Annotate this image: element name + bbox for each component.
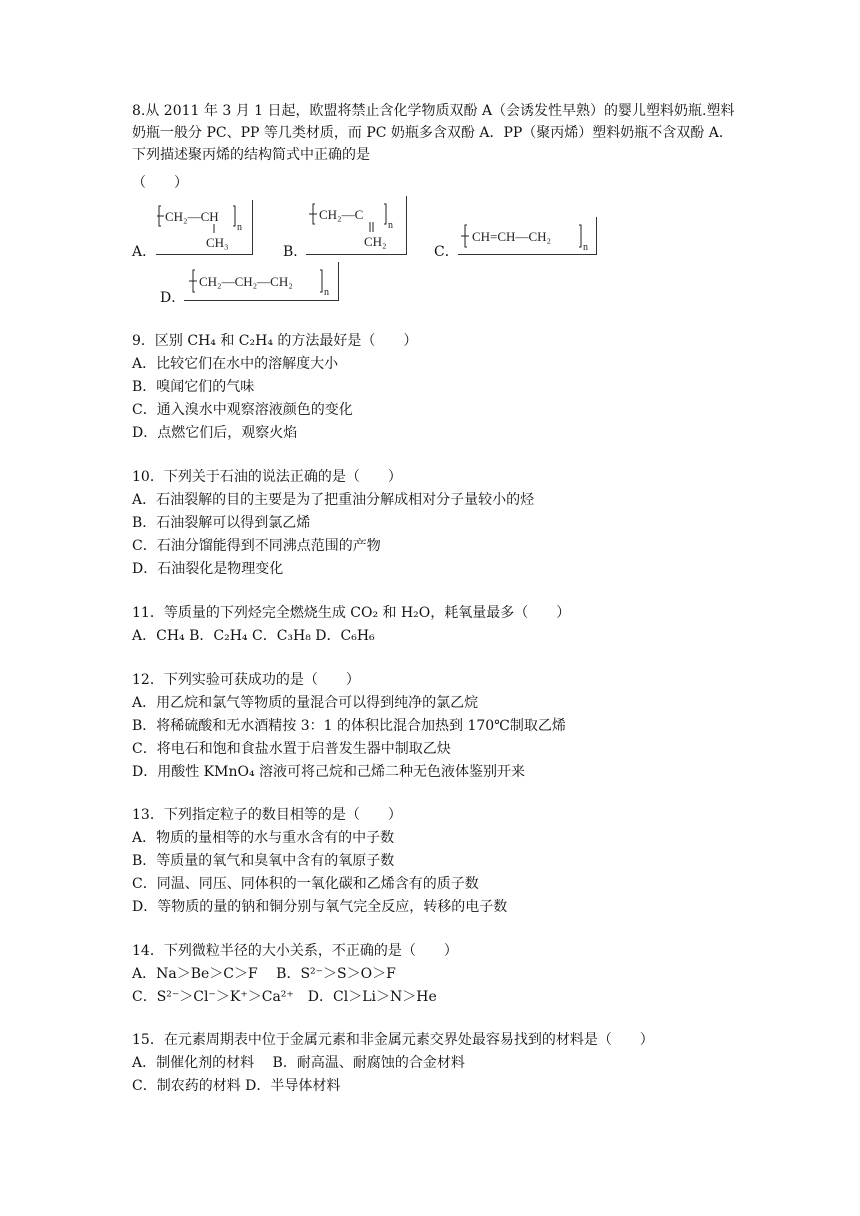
option-8b-label: B． xyxy=(283,244,308,260)
question-14-options-cd: C．S²⁻＞Cl⁻＞K⁺＞Ca²⁺ D．Cl＞Li＞N＞He xyxy=(132,989,437,1005)
question-13-option-c: C．同温、同压、同体积的一氧化碳和乙烯含有的质子数 xyxy=(132,876,479,892)
question-9-option-d: D．点燃它们后，观察火焰 xyxy=(132,425,298,441)
option-8a-label: A． xyxy=(132,244,157,260)
question-9-option-c: C．通入溴水中观察溶液颜色的变化 xyxy=(132,402,353,418)
question-9-option-a: A．比较它们在水中的溶解度大小 xyxy=(132,356,339,372)
question-9-stem: 9．区别 CH₄ 和 C₂H₄ 的方法最好是（ ） xyxy=(132,333,418,349)
question-10-option-a: A．石油裂解的目的主要是为了把重油分解成相对分子量较小的烃 xyxy=(132,492,535,508)
option-8d-formula xyxy=(184,262,339,301)
formula-b-sub: CH₂ xyxy=(364,234,387,249)
question-11-options: A．CH₄ B．C₂H₄ C．C₃H₈ D．C₆H₆ xyxy=(132,628,375,644)
question-15-options-cd: C．制农药的材料 D．半导体材料 xyxy=(132,1078,341,1094)
question-10-option-c: C．石油分馏能得到不同沸点范围的产物 xyxy=(132,538,381,554)
question-8-stem: 8.从 2011 年 3 月 1 日起，欧盟将禁止含化学物质双酚 A（会诱发性早熟）的婴儿塑料奶瓶.塑料奶瓶一般分 PC、PP 等几类材质，而 PC 奶瓶多含双酚 A．PP（聚丙烯）塑料奶瓶不含双酚 A．下列描述聚丙烯的结构简式中正确的是 xyxy=(132,103,735,163)
option-8d-label: D． xyxy=(160,290,186,306)
formula-b-n: n xyxy=(388,220,393,231)
question-12-option-b: B．将稀硫酸和无水酒精按 3：1 的体积比混合加热到 170℃制取乙烯 xyxy=(132,718,566,734)
formula-a-n: n xyxy=(237,222,242,233)
question-15-options-ab: A．制催化剂的材料 B．耐高温、耐腐蚀的合金材料 xyxy=(132,1055,465,1071)
formula-b-main: CH₂—C xyxy=(319,207,364,222)
option-8c-formula xyxy=(458,217,597,255)
question-13-stem: 13．下列指定粒子的数目相等的是（ ） xyxy=(132,807,402,823)
question-8-paren: （ ） xyxy=(132,175,188,191)
option-8b-formula xyxy=(306,196,407,255)
question-11-stem: 11．等质量的下列烃完全燃烧生成 CO₂ 和 H₂O，耗氧量最多（ ） xyxy=(132,605,571,621)
question-9-option-b: B．嗅闻它们的气味 xyxy=(132,379,255,395)
option-8c-label: C． xyxy=(434,244,459,260)
formula-c-n: n xyxy=(583,242,588,253)
question-10-option-b: B．石油裂解可以得到氯乙烯 xyxy=(132,515,311,531)
question-10-stem: 10．下列关于石油的说法正确的是（ ） xyxy=(132,469,402,485)
formula-c-main: CH=CH—CH₂ xyxy=(472,229,552,244)
question-12-option-d: D．用酸性 KMnO₄ 溶液可将己烷和己烯二种无色液体鉴别开来 xyxy=(132,764,526,780)
question-13-option-b: B．等质量的氧气和臭氧中含有的氧原子数 xyxy=(132,853,395,869)
question-12-option-a: A．用乙烷和氯气等物质的量混合可以得到纯净的氯乙烷 xyxy=(132,695,479,711)
question-14-options-ab: A．Na＞Be＞C＞F B．S²⁻＞S＞O＞F xyxy=(132,966,396,982)
formula-a-sub: CH₃ xyxy=(206,235,229,250)
question-13-option-a: A．物质的量相等的水与重水含有的中子数 xyxy=(132,830,395,846)
formula-d-n: n xyxy=(324,287,329,298)
formula-d-main: CH₂—CH₂—CH₂ xyxy=(199,274,293,289)
question-15-stem: 15．在元素周期表中位于金属元素和非金属元素交界处最容易找到的材料是（ ） xyxy=(132,1032,654,1048)
question-12-option-c: C．将电石和饱和食盐水置于启普发生器中制取乙炔 xyxy=(132,741,451,757)
question-12-stem: 12．下列实验可获成功的是（ ） xyxy=(132,672,360,688)
formula-a-main: CH₂—CH xyxy=(165,209,219,224)
question-10-option-d: D．石油裂化是物理变化 xyxy=(132,561,284,577)
question-13-option-d: D．等物质的量的钠和铜分别与氧气完全反应，转移的电子数 xyxy=(132,899,508,915)
option-8a-formula xyxy=(156,200,253,255)
question-14-stem: 14．下列微粒半径的大小关系，不正确的是（ ） xyxy=(132,943,458,959)
